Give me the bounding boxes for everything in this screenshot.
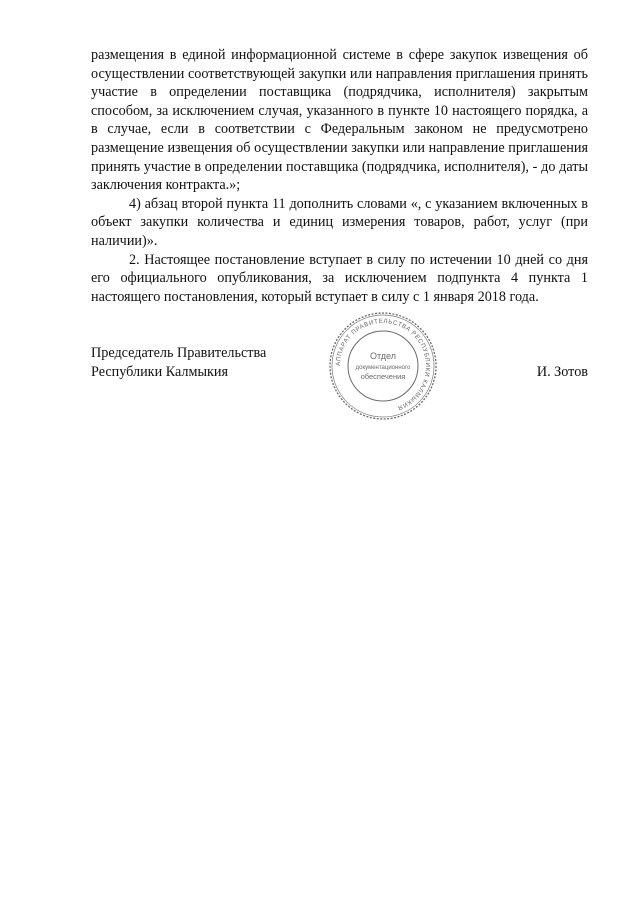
stamp-ring-text: АППАРАТ ПРАВИТЕЛЬСТВА РЕСПУБЛИКИ КАЛМЫКИЯ: [334, 317, 432, 412]
document-body: [91, 46, 588, 306]
signature-block: [91, 344, 588, 404]
paragraph-item-2: 2. Настоящее постановление вступает в силу по истечении 10 дней со дня его официального опубликования, за исключением подпункта 4 пункта 1 настоящего постановления, который вступает в силу с 1 января 2018 года.: [91, 251, 588, 305]
stamp-inner-line-1: Отдел: [369, 351, 397, 361]
stamp-inner-line-3: обеспечения: [360, 372, 406, 381]
paragraph-item-4: 4) абзац второй пункта 11 дополнить словами «, с указанием включенных в объект закупки количества и единиц измерения товаров, работ, услуг (при наличии)».: [91, 195, 588, 249]
signatory-position-line-2: Республики Калмыкия: [91, 363, 229, 380]
signatory-position: [91, 344, 266, 381]
signatory-position-line-1: Председатель Правительства: [91, 345, 267, 361]
stamp-inner-line-2: документационного: [355, 365, 411, 371]
paragraph-continuation: размещения в единой информационной системе в сфере закупок извещения об осуществлении соответствующей закупки или направления приглашения принять участие в определении поставщика (подрядчика, исполнителя) закрытым способом, за исключением случая, указанного в пункте 10 настоящего порядка, а в случае, если в соответствии с Федеральным законом не предусмотрено размещение извещения об осуществлении закупки или направление приглашения принять участие в определении поставщика (подрядчика, исполнителя), - до даты заключения контракта.»;: [91, 47, 588, 194]
signatory-name: И. Зотов: [536, 363, 588, 380]
